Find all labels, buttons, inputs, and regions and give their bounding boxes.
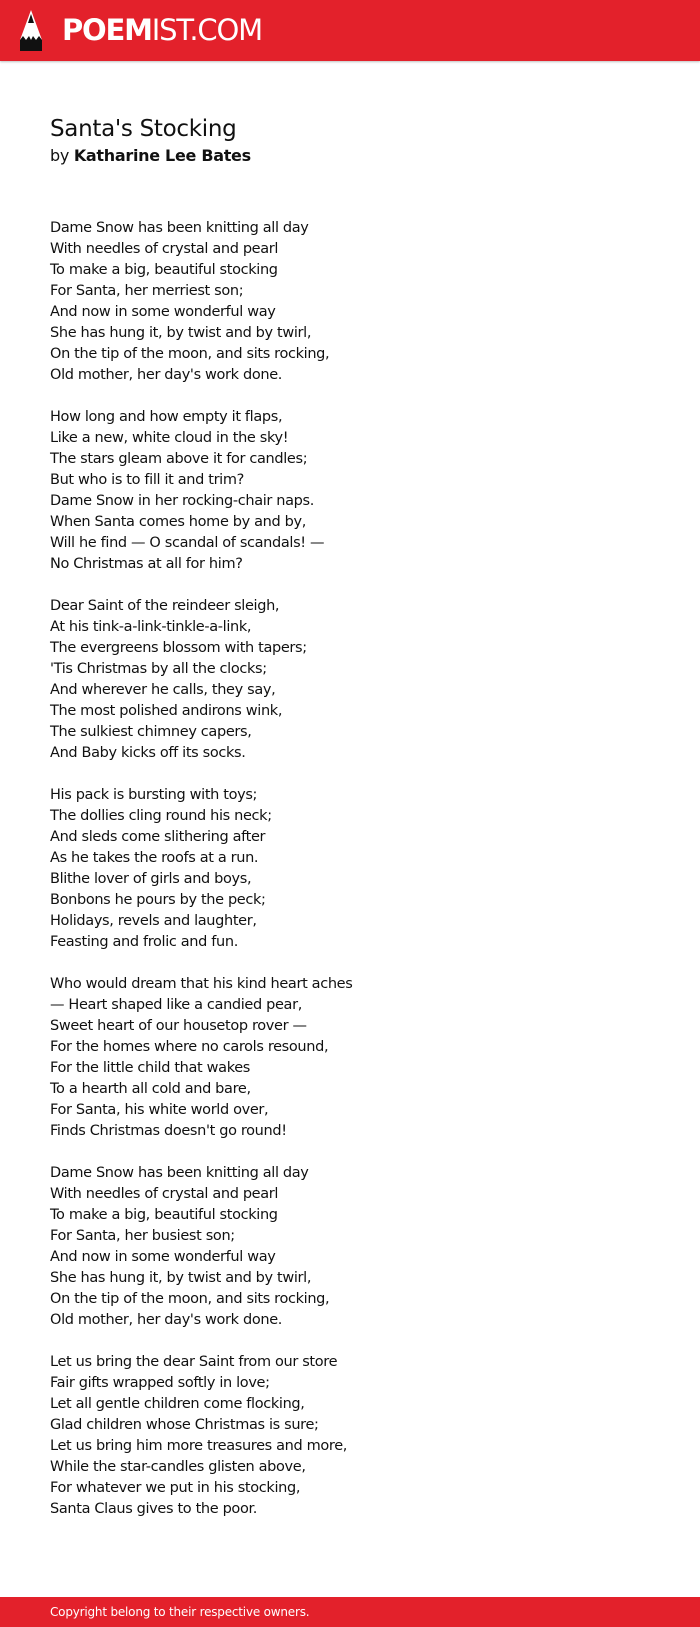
poem-line: Old mother, her day's work done. bbox=[50, 367, 283, 383]
poem-line: To a hearth all cold and bare, bbox=[50, 1081, 251, 1097]
poem-line: Old mother, her day's work done. bbox=[50, 1312, 283, 1328]
poem-line: As he takes the roofs at a run. bbox=[50, 850, 259, 866]
poem-line: With needles of crystal and pearl bbox=[50, 241, 279, 257]
poem-line: For Santa, her busiest son; bbox=[50, 1228, 235, 1244]
poem-line: For Santa, his white world over, bbox=[50, 1102, 269, 1118]
poem-line: While the star-candles glisten above, bbox=[50, 1459, 306, 1475]
poem-line: The evergreens blossom with tapers; bbox=[50, 640, 307, 656]
poem-line: The dollies cling round his neck; bbox=[50, 808, 272, 824]
poem-line: The sulkiest chimney capers, bbox=[50, 724, 252, 740]
stanza bbox=[50, 218, 670, 386]
poem-line: Like a new, white cloud in the sky! bbox=[50, 430, 289, 446]
poem-line: To make a big, beautiful stocking bbox=[50, 1207, 278, 1223]
poem-line: And now in some wonderful way bbox=[50, 1249, 276, 1265]
brand-thin-text: IST.COM bbox=[151, 13, 262, 47]
poem-line: The most polished andirons wink, bbox=[50, 703, 283, 719]
stanza bbox=[50, 1163, 670, 1331]
byline bbox=[50, 145, 251, 167]
poem-line: Dame Snow has been knitting all day bbox=[50, 1165, 309, 1181]
poem-line: Fair gifts wrapped softly in love; bbox=[50, 1375, 270, 1391]
poem-line: The stars gleam above it for candles; bbox=[50, 451, 308, 467]
poem-line: Holidays, revels and laughter, bbox=[50, 913, 257, 929]
poem-line: She has hung it, by twist and by twirl, bbox=[50, 325, 312, 341]
site-footer bbox=[0, 1597, 700, 1627]
poem-line: On the tip of the moon, and sits rocking, bbox=[50, 346, 330, 362]
poem-line: When Santa comes home by and by, bbox=[50, 514, 306, 530]
pencil-tip-icon[interactable] bbox=[18, 10, 44, 51]
poem-line: Who would dream that his kind heart aches bbox=[50, 976, 353, 992]
poem-title: Santa's Stocking bbox=[50, 116, 237, 142]
stanza bbox=[50, 1352, 670, 1520]
poem-line: To make a big, beautiful stocking bbox=[50, 262, 278, 278]
poem-line: With needles of crystal and pearl bbox=[50, 1186, 279, 1202]
site-header bbox=[0, 0, 700, 61]
poem-line: But who is to fill it and trim? bbox=[50, 472, 244, 488]
poem-line: For whatever we put in his stocking, bbox=[50, 1480, 301, 1496]
poem-line: And wherever he calls, they say, bbox=[50, 682, 276, 698]
site-logo-link[interactable] bbox=[62, 10, 262, 50]
poem-heading bbox=[50, 114, 251, 167]
poem-line: Dame Snow in her rocking-chair naps. bbox=[50, 493, 314, 509]
poem-line: Let all gentle children come flocking, bbox=[50, 1396, 305, 1412]
poem-line: Santa Claus gives to the poor. bbox=[50, 1501, 258, 1517]
poem-line: For the little child that wakes bbox=[50, 1060, 250, 1076]
copyright-notice: Copyright belong to their respective owners. bbox=[50, 1605, 310, 1619]
poem-line: Will he find — O scandal of scandals! — bbox=[50, 535, 325, 551]
poem-line: 'Tis Christmas by all the clocks; bbox=[50, 661, 267, 677]
poem-line: Let us bring him more treasures and more, bbox=[50, 1438, 348, 1454]
poem-line: Blithe lover of girls and boys, bbox=[50, 871, 252, 887]
poem-line: — Heart shaped like a candied pear, bbox=[50, 997, 302, 1013]
poem-line: Sweet heart of our housetop rover — bbox=[50, 1018, 307, 1034]
poem-body bbox=[50, 218, 670, 1541]
poem-line: For the homes where no carols resound, bbox=[50, 1039, 329, 1055]
stanza bbox=[50, 407, 670, 575]
brand-bold-text: POEM bbox=[62, 13, 152, 47]
poem-line: For Santa, her merriest son; bbox=[50, 283, 244, 299]
stanza bbox=[50, 785, 670, 953]
poem-line: Bonbons he pours by the peck; bbox=[50, 892, 266, 908]
poem-line: Dear Saint of the reindeer sleigh, bbox=[50, 598, 280, 614]
poem-line: His pack is bursting with toys; bbox=[50, 787, 258, 803]
stanza bbox=[50, 596, 670, 764]
poem-line: No Christmas at all for him? bbox=[50, 556, 243, 572]
by-label: by bbox=[50, 146, 70, 165]
poem-line: And sleds come slithering after bbox=[50, 829, 266, 845]
poem-line: Glad children whose Christmas is sure; bbox=[50, 1417, 319, 1433]
poem-line: At his tink-a-link-tinkle-a-link, bbox=[50, 619, 252, 635]
poem-line: And now in some wonderful way bbox=[50, 304, 276, 320]
stanza bbox=[50, 974, 670, 1142]
poem-line: Finds Christmas doesn't go round! bbox=[50, 1123, 287, 1139]
poem-line: She has hung it, by twist and by twirl, bbox=[50, 1270, 312, 1286]
poem-line: Dame Snow has been knitting all day bbox=[50, 220, 309, 236]
poem-line: How long and how empty it flaps, bbox=[50, 409, 283, 425]
poem-line: And Baby kicks off its socks. bbox=[50, 745, 246, 761]
poem-line: Let us bring the dear Saint from our store bbox=[50, 1354, 338, 1370]
poem-line: On the tip of the moon, and sits rocking, bbox=[50, 1291, 330, 1307]
poem-line: Feasting and frolic and fun. bbox=[50, 934, 238, 950]
author-name: Katharine Lee Bates bbox=[73, 146, 251, 165]
